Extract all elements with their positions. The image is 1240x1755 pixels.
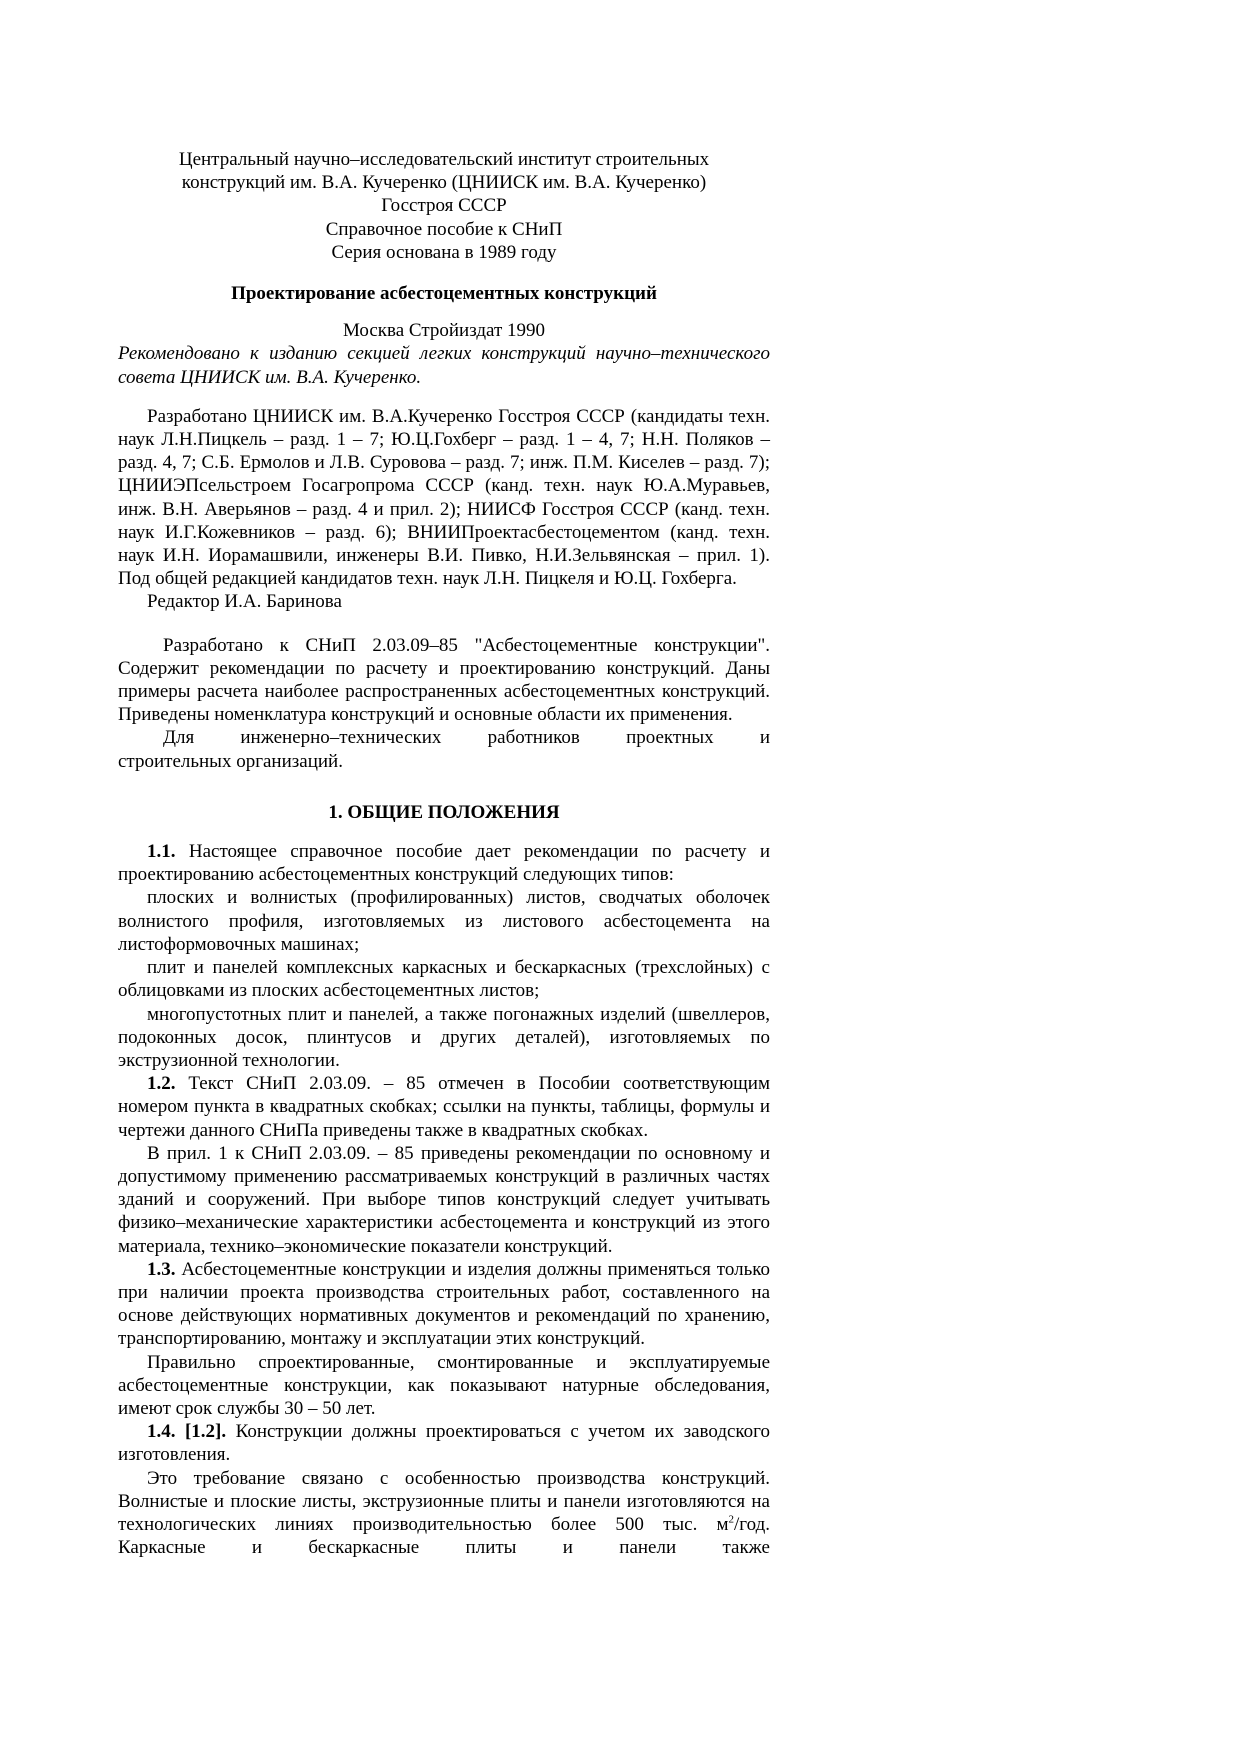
superscript: 2: [728, 1513, 735, 1526]
clause-1-1: [118, 840, 770, 886]
recommendation-note: Рекомендовано к изданию секцией легких конструкций научно–технического совета ЦНИИСК им. В.А. Кучеренко.: [118, 343, 770, 388]
audience-line-2: строительных организаций.: [118, 750, 343, 772]
authors-paragraph: Разработано ЦНИИСК им. В.А.Кучеренко Госстроя СССР (кандидаты техн. наук Л.Н.Пицкель – разд. 1 – 7; Ю.Ц.Гохберг – разд. 1 – 4, 7; Н.Н. Поляков – разд. 4, 7; С.Б. Ермолов и Л.В. Суровова – разд. 7; инж. П.М. Киселев – разд. 7); ЦНИИЭПсельстроем Госагропрома СССР (канд. техн. наук Ю.А.Муравьев, инж. В.Н. Аверьянов – разд. 4 и прил. 2); НИИСФ Госстроя СССР (канд. техн. наук И.Г.Кожевников – разд. 6); ВНИИПроектасбестоцементом (канд. техн. наук И.Н. Иорамашвили, инженеры В.И. Пивко, Н.И.Зельвянская – прил. 1). Под общей редакцией кандидатов техн. наук Л.Н. Пицкеля и Ю.Ц. Гохберга.: [118, 405, 770, 590]
document-title: Проектирование асбестоцементных конструкций: [231, 283, 657, 305]
clause-text: Текст СНиП 2.03.09. – 85 отмечен в Пособии соответствующим номером пункта в квадратных скобках; ссылки на пункты, таблицы, формулы и чертежи данного СНиПа приведены также в квадратных скобках.: [118, 1073, 770, 1141]
clause-number: 1.1.: [147, 841, 176, 863]
clause-number: 1.2.: [147, 1073, 176, 1095]
clause-1-3: [118, 1258, 770, 1351]
section-heading: 1. ОБЩИЕ ПОЛОЖЕНИЯ: [328, 801, 560, 823]
audience-line: Для инженерно–технических работников проектных и: [163, 727, 770, 749]
clause-1-3-paragraph: Правильно спроектированные, смонтированные и эксплуатируемые асбестоцементные конструкции, как показывают натурные обследования, имеют срок службы 30 – 50 лет.: [118, 1351, 770, 1419]
institution-header: [118, 148, 770, 264]
header-line: конструкций им. В.А. Кучеренко (ЦНИИСК им. В.А. Кучеренко): [181, 172, 707, 194]
publisher-line: Москва Стройиздат 1990: [342, 320, 546, 342]
annotation-paragraph: Разработано к СНиП 2.03.09–85 "Асбестоцементные конструкции". Содержит рекомендации по расчету и проектированию конструкций. Даны примеры расчета наиболее распространенных асбестоцементных конструкций. Приведены номенклатура конструкций и основные области их применения.: [118, 634, 770, 726]
list-item: многопустотных плит и панелей, а также погонажных изделий (швеллеров, подоконных досок, плинтусов и других деталей), изготовляемых по экструзионной технологии.: [118, 1003, 770, 1071]
paragraph-text: Это требование связано с особенностью производства конструкций. Волнистые и плоские листы, экструзионные плиты и панели изготовляются на технологических линиях производительностью более 500 тыс. м: [118, 1467, 770, 1535]
clause-1-2: [118, 1072, 770, 1142]
clause-number: 1.4. [1.2].: [147, 1421, 227, 1443]
editor-line: Редактор И.А. Баринова: [147, 591, 342, 613]
clause-1-2-paragraph: В прил. 1 к СНиП 2.03.09. – 85 приведены рекомендации по основному и допустимому применению рассматриваемых конструкций в различных частях зданий и сооружений. При выборе типов конструкций следует учитывать физико–механические характеристики асбестоцемента и конструкций из этого материала, технико–экономические показатели конструкций.: [118, 1142, 770, 1257]
header-line: Центральный научно–исследовательский институт строительных: [178, 149, 710, 170]
list-item: плоских и волнистых (профилированных) листов, сводчатых оболочек волнистого профиля, изготовляемых из листового асбестоцемента на листоформовочных машинах;: [118, 887, 770, 955]
list-item: плит и панелей комплексных каркасных и бескаркасных (трехслойных) с облицовками из плоских асбестоцементных листов;: [118, 957, 770, 1002]
document-page: [118, 148, 770, 1559]
header-line: Справочное пособие к СНиП: [325, 218, 563, 240]
clause-text: Настоящее справочное пособие дает рекомендации по расчету и проектированию асбестоцементных конструкций следующих типов:: [118, 841, 770, 886]
header-line: Госстроя СССР: [381, 195, 507, 217]
clause-text: Асбестоцементные конструкции и изделия должны применяться только при наличии проекта производства строительных работ, составленного на основе действующих нормативных документов и рекомендаций по хранению, транспортированию, монтажу и эксплуатации этих конструкций.: [118, 1258, 770, 1350]
clause-1-4: [118, 1420, 770, 1466]
clause-text: Конструкции должны проектироваться с учетом их заводского изготовления.: [118, 1421, 770, 1466]
clause-number: 1.3.: [147, 1258, 176, 1280]
header-line: Серия основана в 1989 году: [331, 241, 557, 263]
paragraph-text: /год. Каркасные и бескаркасные плиты и панели также: [118, 1513, 770, 1559]
clause-1-4-paragraph: [118, 1467, 770, 1560]
